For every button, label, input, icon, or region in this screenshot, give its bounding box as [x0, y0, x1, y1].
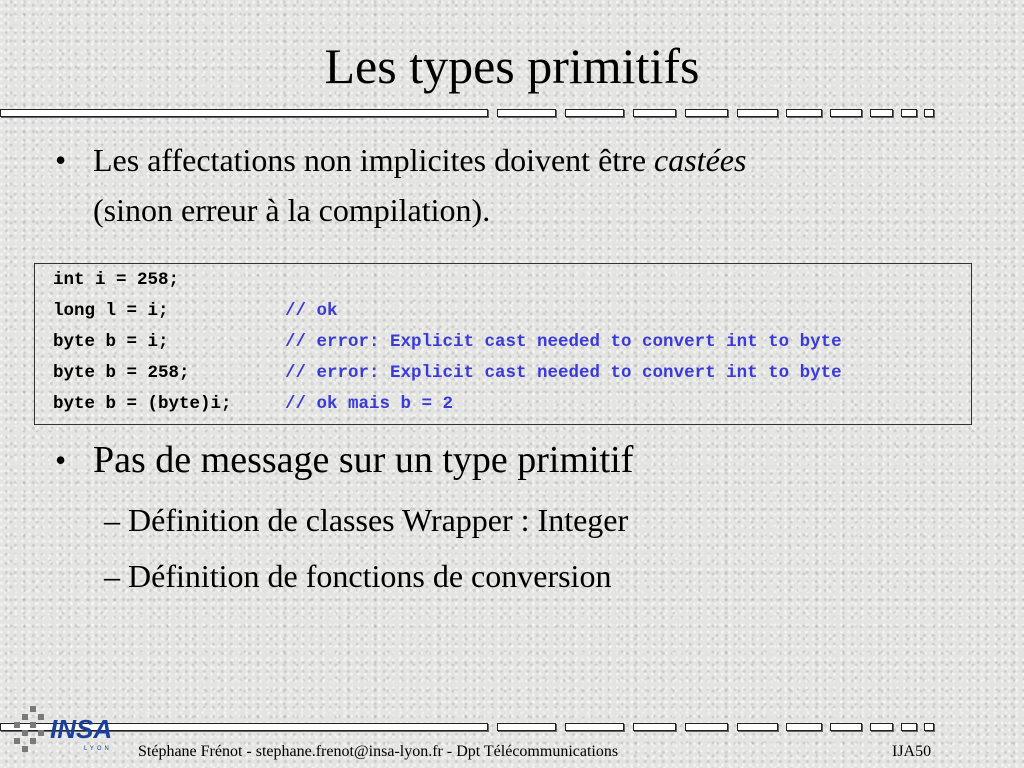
rule-segment: [0, 109, 488, 117]
bullet-casting-emphasis: castées: [654, 142, 747, 178]
footer-author: Stéphane Frénot - stephane.frenot@insa-lyon.fr - Dpt Télécommunications: [138, 743, 619, 760]
rule-segment: [737, 109, 778, 117]
logo-text: INSA: [50, 714, 113, 744]
code-line: [53, 394, 454, 418]
sub-bullet-wrapper-class: – Définition de classes Wrapper : Integer: [104, 502, 629, 538]
rule-segment: [685, 109, 728, 117]
rule-segment: [870, 109, 893, 117]
rule-segment: [786, 723, 822, 731]
rule-segment: [685, 723, 728, 731]
rule-segment: [565, 109, 624, 117]
footer-divider: [0, 723, 1024, 735]
rule-segment: [565, 723, 624, 731]
rule-segment: [737, 723, 778, 731]
code-line: [53, 363, 842, 387]
bullet-glyph: •: [55, 142, 67, 178]
code-statement: long l = i;: [53, 301, 169, 321]
rule-segment: [901, 109, 917, 117]
code-line: [53, 301, 338, 325]
code-comment: // ok: [285, 301, 338, 321]
insa-logo: [10, 702, 120, 760]
code-statement: byte b = (byte)i;: [53, 394, 232, 414]
rule-segment: [633, 109, 676, 117]
rule-segment: [830, 109, 862, 117]
rule-segment: [924, 109, 934, 117]
footer-page-id: IJA50: [892, 743, 932, 760]
code-line: [53, 270, 180, 294]
rule-segment: [901, 723, 917, 731]
code-comment: // error: Explicit cast needed to convert int to byte: [285, 332, 842, 352]
rule-segment: [830, 723, 862, 731]
rule-segment: [497, 723, 556, 731]
code-comment: // ok mais b = 2: [285, 394, 454, 414]
code-statement: byte b = 258;: [53, 363, 190, 383]
rule-segment: [870, 723, 893, 731]
title-divider: [0, 109, 1024, 121]
bullet-wrapper-text: Pas de message sur un type primitif: [93, 439, 634, 481]
code-statement: int i = 258;: [53, 270, 180, 290]
sub-bullet-conversion: – Définition de fonctions de conversion: [104, 558, 612, 594]
code-sample: [34, 263, 972, 425]
rule-segment: [497, 109, 556, 117]
bullet-glyph: •: [55, 442, 67, 478]
bullet-casting-text: [93, 140, 746, 180]
code-comment: // error: Explicit cast needed to convert int to byte: [285, 363, 842, 383]
code-statement: byte b = i;: [53, 332, 169, 352]
rule-segment: [786, 109, 822, 117]
bullet-casting-line2: (sinon erreur à la compilation).: [93, 192, 491, 228]
bullet-casting-line1: Les affectations non implicites doivent être: [93, 142, 655, 178]
code-line: [53, 332, 842, 356]
slide-title: Les types primitifs: [324, 38, 700, 94]
rule-segment: [924, 723, 934, 731]
rule-segment: [633, 723, 676, 731]
logo-subtext: LYON: [84, 746, 112, 752]
